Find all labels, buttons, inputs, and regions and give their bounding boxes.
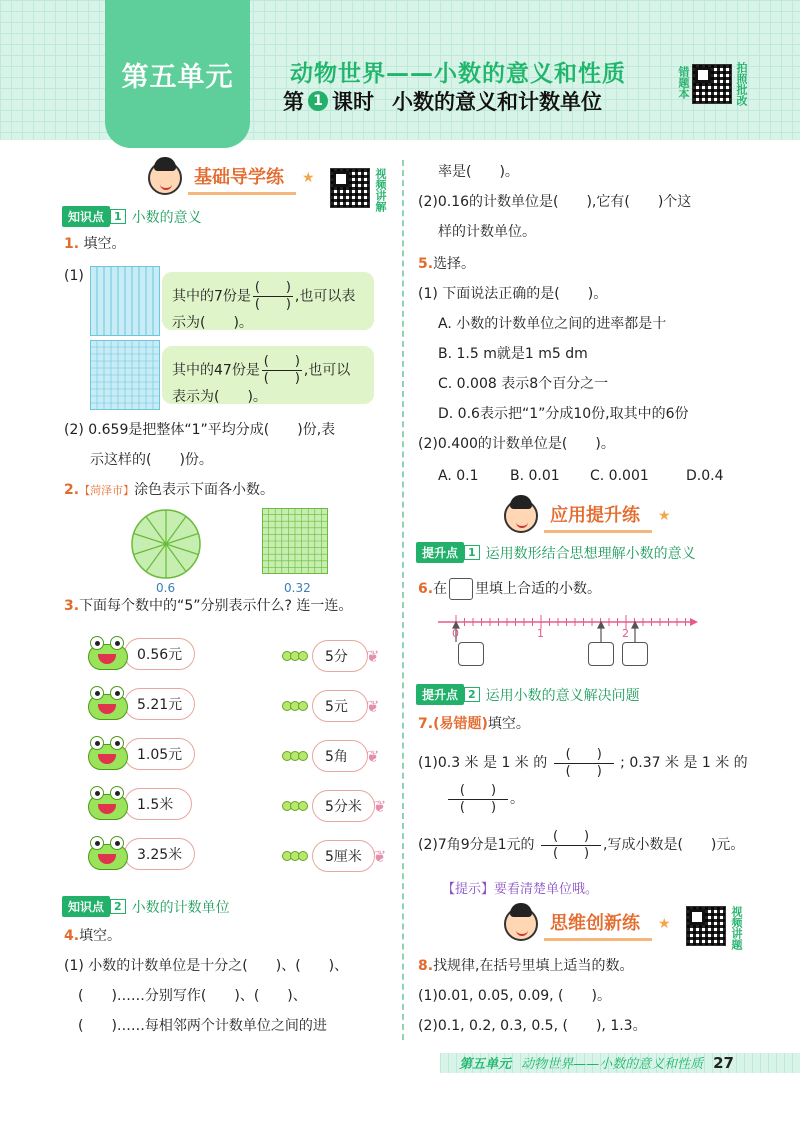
caterpillar-item[interactable]	[288, 840, 386, 872]
column-divider	[402, 160, 404, 1040]
flower-icon: ❦	[372, 796, 387, 816]
right-value: 5分	[312, 640, 368, 672]
flower-icon: ❦	[366, 746, 380, 766]
q4: 4.填空。	[64, 928, 122, 944]
qr-code-icon[interactable]	[330, 168, 370, 208]
frog-icon	[86, 836, 130, 872]
q4-line2: ( )……分别写作( )、( )、	[78, 988, 307, 1004]
tick-label-1: 1	[537, 627, 544, 640]
r-line2: (2)0.16的计数单位是( ),它有( )个这	[418, 194, 692, 210]
left-value: 5.21元	[124, 688, 195, 720]
page-title: 动物世界——小数的意义和性质	[290, 61, 626, 87]
caterpillar-icon	[284, 751, 308, 761]
q5: 5.选择。	[418, 256, 476, 272]
frog-icon	[86, 636, 130, 672]
q1-2-line1: (2) 0.659是把整体“1”平均分成( )份,表	[64, 422, 336, 438]
right-value: 5元	[312, 690, 368, 722]
frog-item[interactable]	[86, 836, 195, 872]
q4-line3: ( )……每相邻两个计数单位之间的进	[78, 1018, 327, 1034]
r-line1: 率是( )。	[438, 164, 519, 180]
caterpillar-item[interactable]	[288, 790, 386, 822]
improve-point-2: 提升点 2 运用小数的意义解决问题	[416, 684, 640, 705]
frog-icon	[86, 686, 130, 722]
caterpillar-item[interactable]	[288, 640, 379, 672]
left-value: 1.05元	[124, 738, 195, 770]
q3: 3.下面每个数中的“5”分别表示什么? 连一连。	[64, 598, 353, 614]
frog-item[interactable]	[86, 786, 192, 822]
hundred-grid-figure	[90, 340, 160, 410]
mascot-icon	[504, 499, 538, 533]
tick-label-0: 0	[452, 627, 459, 640]
left-value: 1.5米	[124, 788, 192, 820]
q5-sub1: (1) 下面说法正确的是( )。	[418, 286, 608, 302]
qr-left-label: 错题本	[677, 66, 690, 99]
right-value: 5角	[312, 740, 368, 772]
q5-option-c[interactable]: C. 0.008 表示8个百分之一	[438, 376, 609, 392]
r-line3: 样的计数单位。	[438, 224, 536, 240]
frog-icon	[86, 736, 130, 772]
q7-line1-frac: $\frac{( )}{( )}$ 。	[446, 780, 524, 818]
frog-icon	[86, 786, 130, 822]
q7-line2: (2)7角9分是1元的 $\frac{( )}{( )}$ ,写成小数是( )元。	[418, 828, 745, 861]
q1-1-label: (1)	[64, 268, 84, 284]
lesson-title: 第 1 课时 小数的意义和计数单位	[283, 90, 602, 114]
q5-option-d[interactable]: D. 0.6表示把“1”分成10份,取其中的6份	[438, 406, 689, 422]
caterpillar-icon	[284, 851, 308, 861]
q5-option-b[interactable]: B. 1.5 m就是1 m5 dm	[438, 346, 588, 362]
q5-2-option-b[interactable]: B. 0.01	[510, 468, 560, 484]
knowledge-point-2: 知识点 2 小数的计数单位	[62, 896, 230, 917]
section-think: 思维创新练 ★	[504, 906, 671, 941]
q7: 7.(易错题)填空。	[418, 716, 530, 732]
frog-item[interactable]	[86, 686, 195, 722]
q1: 1. 填空。	[64, 236, 126, 252]
qr-right-label: 拍照批改	[735, 62, 748, 106]
improve-point-1: 提升点 1 运用数形结合思想理解小数的意义	[416, 542, 696, 563]
q1-2-line2: 示这样的( )份。	[90, 452, 213, 468]
right-value: 5分米	[312, 790, 375, 822]
q5-2-option-c[interactable]: C. 0.001	[590, 468, 649, 484]
section-basic: 基础导学练 ★	[148, 160, 315, 195]
footer: 第五单元 动物世界——小数的意义和性质 27	[459, 1053, 734, 1072]
mascot-icon	[504, 907, 538, 941]
answer-box-2[interactable]	[588, 642, 614, 666]
q5-option-a[interactable]: A. 小数的计数单位之间的进率都是十	[438, 316, 667, 332]
flower-icon: ❦	[366, 696, 380, 716]
knowledge-point-1: 知识点 1 小数的意义	[62, 206, 202, 227]
label-0-32: 0.32	[284, 581, 311, 595]
q7-line1: (1)0.3 米 是 1 米 的 $\frac{( )}{( )}$ ; 0.37 米 是 1 米 的	[418, 746, 748, 779]
left-value: 3.25米	[124, 838, 195, 870]
video-label: 视频讲解	[374, 168, 387, 212]
q8-line2: (2)0.1, 0.2, 0.3, 0.5, ( ), 1.3。	[418, 1018, 647, 1034]
q5-2-option-a[interactable]: A. 0.1	[438, 468, 479, 484]
video-label-2: 视频讲题	[730, 906, 743, 950]
frog-item[interactable]	[86, 736, 195, 772]
qr-code-icon[interactable]	[692, 64, 732, 104]
q4-line1: (1) 小数的计数单位是十分之( )、( )、	[64, 958, 349, 974]
caterpillar-icon	[284, 801, 308, 811]
tenths-rect-figure	[90, 266, 160, 336]
q8: 8.找规律,在括号里填上适当的数。	[418, 958, 634, 974]
flower-icon: ❦	[366, 646, 380, 666]
frog-item[interactable]	[86, 636, 195, 672]
answer-box-1[interactable]	[458, 642, 484, 666]
label-0-6: 0.6	[156, 581, 176, 595]
tick-label-2: 2	[622, 627, 629, 640]
section-apply: 应用提升练 ★	[504, 498, 671, 533]
caterpillar-icon	[284, 651, 308, 661]
q8-line1: (1)0.01, 0.05, 0.09, ( )。	[418, 988, 611, 1004]
qr-code-icon[interactable]	[686, 906, 726, 946]
q5-sub2: (2)0.400的计数单位是( )。	[418, 436, 615, 452]
answer-box-3[interactable]	[622, 642, 648, 666]
caterpillar-item[interactable]	[288, 690, 379, 722]
flower-icon: ❦	[372, 846, 387, 866]
tip-text: 【提示】要看清楚单位哦。	[442, 882, 599, 897]
q2: 2.【菏泽市】涂色表示下面各小数。	[64, 482, 275, 498]
q1-box2: 其中的47份是 $\frac{( )}{( )}$ ,也可以 表示为( )。	[162, 346, 374, 404]
mascot-icon	[148, 161, 182, 195]
unit-tab	[105, 0, 250, 148]
page-number: 27	[713, 1053, 734, 1072]
circle-figure	[130, 508, 202, 580]
q6: 6.在 里填上合适的小数。	[418, 578, 601, 600]
star-icon: ★	[658, 915, 671, 932]
q1-box1: 其中的7份是 $\frac{( )}{( )}$ ,也可以表 示为( )。	[162, 272, 374, 330]
left-value: 0.56元	[124, 638, 195, 670]
caterpillar-icon	[284, 701, 308, 711]
star-icon: ★	[302, 169, 315, 186]
grid-figure	[262, 508, 328, 574]
q5-2-option-d[interactable]: D.0.4	[686, 468, 724, 484]
caterpillar-item[interactable]	[288, 740, 379, 772]
star-icon: ★	[658, 507, 671, 524]
right-value: 5厘米	[312, 840, 375, 872]
unit-label: 第五单元	[121, 61, 234, 93]
